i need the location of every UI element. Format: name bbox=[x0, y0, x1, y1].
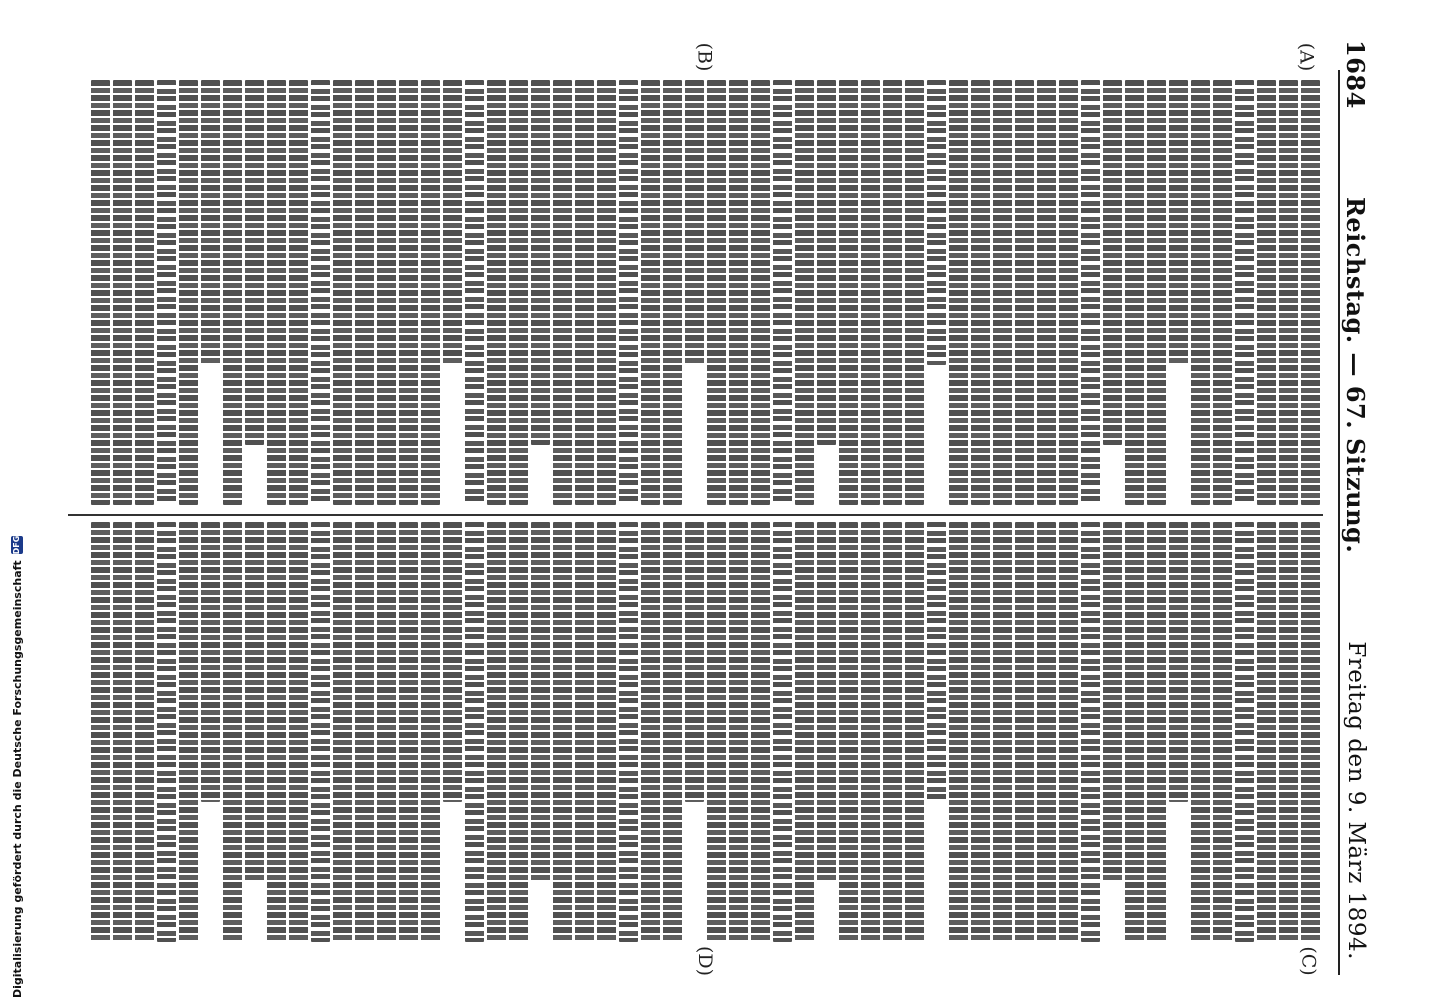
text-line bbox=[1059, 522, 1078, 942]
text-line bbox=[1015, 80, 1034, 505]
text-line bbox=[355, 80, 374, 505]
text-line bbox=[311, 522, 330, 942]
text-line bbox=[971, 522, 990, 942]
text-line bbox=[1279, 80, 1298, 505]
page-title: Reichstag. — 67. Sitzung. bbox=[1341, 196, 1371, 554]
text-line bbox=[465, 80, 484, 505]
text-line bbox=[1235, 522, 1254, 942]
text-line bbox=[465, 522, 484, 942]
text-line bbox=[245, 80, 264, 445]
text-line bbox=[927, 522, 946, 802]
page-date: Freitag den 9. März 1894. bbox=[1343, 641, 1369, 960]
text-line bbox=[971, 80, 990, 505]
text-line bbox=[597, 80, 616, 505]
text-line bbox=[597, 522, 616, 942]
text-line bbox=[509, 80, 528, 505]
text-line bbox=[993, 80, 1012, 505]
text-line bbox=[333, 80, 352, 505]
text-line bbox=[1213, 80, 1232, 505]
text-line bbox=[663, 522, 682, 942]
text-line bbox=[993, 522, 1012, 942]
text-line bbox=[707, 522, 726, 942]
text-line bbox=[795, 522, 814, 942]
margin-marker-d: (D) bbox=[694, 945, 717, 977]
dfg-logo: DFG bbox=[12, 535, 21, 555]
text-line bbox=[377, 522, 396, 942]
text-line bbox=[861, 80, 880, 505]
text-line bbox=[1191, 80, 1210, 505]
text-line bbox=[817, 80, 836, 445]
text-line bbox=[135, 522, 154, 942]
text-line bbox=[1169, 522, 1188, 802]
text-line bbox=[91, 522, 110, 942]
text-line bbox=[201, 522, 220, 802]
text-line bbox=[949, 522, 968, 942]
text-line bbox=[1191, 522, 1210, 942]
text-line bbox=[1169, 80, 1188, 365]
text-column-left bbox=[80, 80, 1320, 505]
text-line bbox=[553, 80, 572, 505]
text-line bbox=[1257, 522, 1276, 942]
text-line bbox=[333, 522, 352, 942]
text-line bbox=[399, 80, 418, 505]
text-line bbox=[1081, 80, 1100, 505]
text-line bbox=[157, 80, 176, 505]
text-line bbox=[1147, 522, 1166, 942]
text-line bbox=[223, 80, 242, 505]
page-header bbox=[1339, 40, 1373, 960]
text-line bbox=[1037, 522, 1056, 942]
text-line bbox=[641, 522, 660, 942]
text-line bbox=[1279, 522, 1298, 942]
text-line bbox=[619, 522, 638, 942]
text-line bbox=[817, 522, 836, 882]
text-line bbox=[223, 522, 242, 942]
text-line bbox=[487, 522, 506, 942]
text-line bbox=[289, 522, 308, 942]
text-line bbox=[1235, 80, 1254, 505]
text-line bbox=[773, 80, 792, 505]
header-rule bbox=[1338, 70, 1340, 975]
text-line bbox=[685, 522, 704, 802]
text-line bbox=[751, 80, 770, 505]
text-line bbox=[399, 522, 418, 942]
text-line bbox=[707, 80, 726, 505]
text-line bbox=[531, 80, 550, 445]
text-line bbox=[421, 80, 440, 505]
text-line bbox=[861, 522, 880, 942]
text-line bbox=[905, 522, 924, 942]
text-line bbox=[443, 522, 462, 802]
text-line bbox=[355, 522, 374, 942]
text-line bbox=[1257, 80, 1276, 505]
text-line bbox=[377, 80, 396, 505]
text-line bbox=[553, 522, 572, 942]
text-line bbox=[91, 80, 110, 505]
text-line bbox=[113, 522, 132, 942]
text-line bbox=[443, 80, 462, 365]
text-line bbox=[949, 80, 968, 505]
page-number: 1684 bbox=[1341, 40, 1371, 109]
text-line bbox=[1125, 80, 1144, 505]
text-line bbox=[1081, 522, 1100, 942]
text-line bbox=[641, 80, 660, 505]
text-line bbox=[751, 522, 770, 942]
text-line bbox=[179, 80, 198, 505]
text-line bbox=[1213, 522, 1232, 942]
text-line bbox=[729, 522, 748, 942]
text-line bbox=[575, 80, 594, 505]
text-line bbox=[179, 522, 198, 942]
text-line bbox=[421, 522, 440, 942]
text-line bbox=[619, 80, 638, 505]
text-line bbox=[157, 522, 176, 942]
text-line bbox=[883, 522, 902, 942]
credit-text: Digitalisierung gefördert durch die Deutsche Forschungsgemeinschaft bbox=[10, 560, 24, 998]
text-line bbox=[1301, 80, 1320, 505]
text-column-right bbox=[80, 522, 1320, 942]
digitization-credit bbox=[8, 535, 26, 998]
text-line bbox=[1125, 522, 1144, 942]
text-line bbox=[575, 522, 594, 942]
text-line bbox=[1147, 80, 1166, 505]
text-line bbox=[773, 522, 792, 942]
text-line bbox=[927, 80, 946, 365]
text-line bbox=[729, 80, 748, 505]
margin-marker-a: (A) bbox=[1295, 42, 1318, 72]
text-line bbox=[245, 522, 264, 882]
text-line bbox=[267, 522, 286, 942]
text-line bbox=[509, 522, 528, 942]
text-line bbox=[289, 80, 308, 505]
margin-marker-b: (B) bbox=[693, 42, 716, 72]
text-line bbox=[201, 80, 220, 365]
column-divider bbox=[68, 514, 1323, 516]
text-line bbox=[531, 522, 550, 882]
text-line bbox=[1103, 80, 1122, 445]
text-line bbox=[1103, 522, 1122, 882]
text-line bbox=[795, 80, 814, 505]
text-line bbox=[267, 80, 286, 505]
text-line bbox=[113, 80, 132, 505]
text-line bbox=[311, 80, 330, 505]
text-line bbox=[135, 80, 154, 505]
text-line bbox=[1059, 80, 1078, 505]
text-line bbox=[685, 80, 704, 365]
text-line bbox=[839, 522, 858, 942]
text-line bbox=[1015, 522, 1034, 942]
text-line bbox=[883, 80, 902, 505]
text-line bbox=[487, 80, 506, 505]
text-line bbox=[1301, 522, 1320, 942]
margin-marker-c: (C) bbox=[1297, 946, 1320, 976]
text-line bbox=[839, 80, 858, 505]
text-line bbox=[663, 80, 682, 505]
text-line bbox=[1037, 80, 1056, 505]
text-line bbox=[905, 80, 924, 505]
